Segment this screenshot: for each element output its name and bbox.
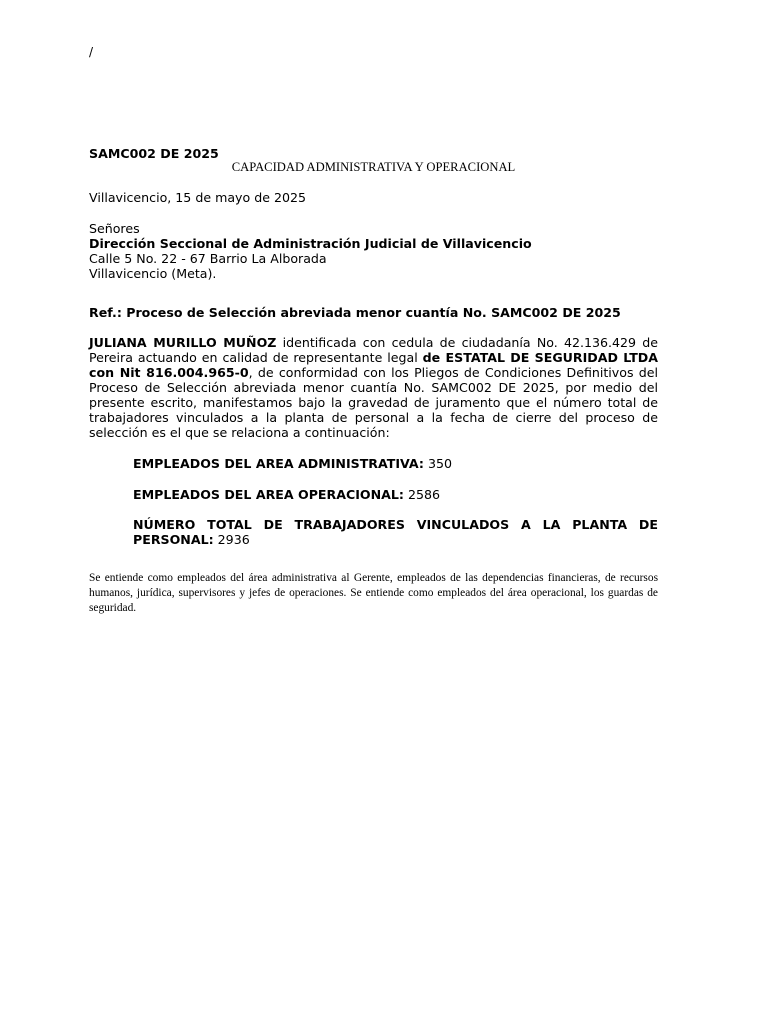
recipient-block	[89, 221, 658, 281]
recipient-address: Calle 5 No. 22 - 67 Barrio La Alborada	[89, 251, 327, 266]
footnote-paragraph: Se entiende como empleados del área administrativa al Gerente, empleados de las dependencias financieras, de recursos humanos, jurídica, supervisores y jefes de operaciones. Se entiende como empleados del área operacional, los guardas de seguridad.	[89, 572, 658, 614]
admin-staff-row	[133, 456, 658, 471]
total-staff-value: 2936	[217, 532, 250, 547]
company-name: de ESTATAL DE SEGURIDAD LTDA con Nit 816.004.965-0	[89, 350, 658, 380]
signer-name: JULIANA MURILLO MUÑOZ	[89, 335, 277, 350]
body-paragraph	[89, 335, 658, 440]
oper-staff-row	[133, 487, 658, 502]
place-date: Villavicencio, 15 de mayo de 2025	[89, 190, 307, 205]
admin-staff-label: EMPLEADOS DEL AREA ADMINISTRATIVA:	[133, 456, 424, 471]
document-code: SAMC002 DE 2025	[89, 146, 219, 161]
document-title: CAPACIDAD ADMINISTRATIVA Y OPERACIONAL	[231, 160, 516, 174]
oper-staff-label: EMPLEADOS DEL AREA OPERACIONAL:	[133, 487, 404, 502]
admin-staff-value: 350	[427, 456, 453, 471]
body-text-2: , de conformidad con los Pliegos de Condiciones Definitivos del Proceso de Selección abreviada menor cuantía No. SAMC002 DE 2025, por medio del presente escrito, manifestamos bajo la gravedad de juramento que el número total de trabajadores vinculados a la planta de personal a la fecha de cierre del proceso de selección es el que se relaciona a continuación:	[89, 365, 658, 440]
total-staff-row	[133, 517, 658, 547]
header-mark: /	[89, 45, 94, 59]
oper-staff-value: 2586	[407, 487, 441, 502]
recipient-salutation: Señores	[89, 221, 140, 236]
recipient-city: Villavicencio (Meta).	[89, 266, 217, 281]
total-staff-label: NÚMERO TOTAL DE TRABAJADORES VINCULADOS A LA PLANTA DE PERSONAL:	[133, 517, 658, 547]
recipient-name: Dirección Seccional de Administración Judicial de Villavicencio	[89, 236, 532, 251]
body-text-1: identificada con cedula de ciudadanía No. 42.136.429 de Pereira actuando en calidad de representante legal	[89, 335, 658, 365]
reference-line: Ref.: Proceso de Selección abreviada menor cuantía No. SAMC002 DE 2025	[89, 305, 621, 320]
